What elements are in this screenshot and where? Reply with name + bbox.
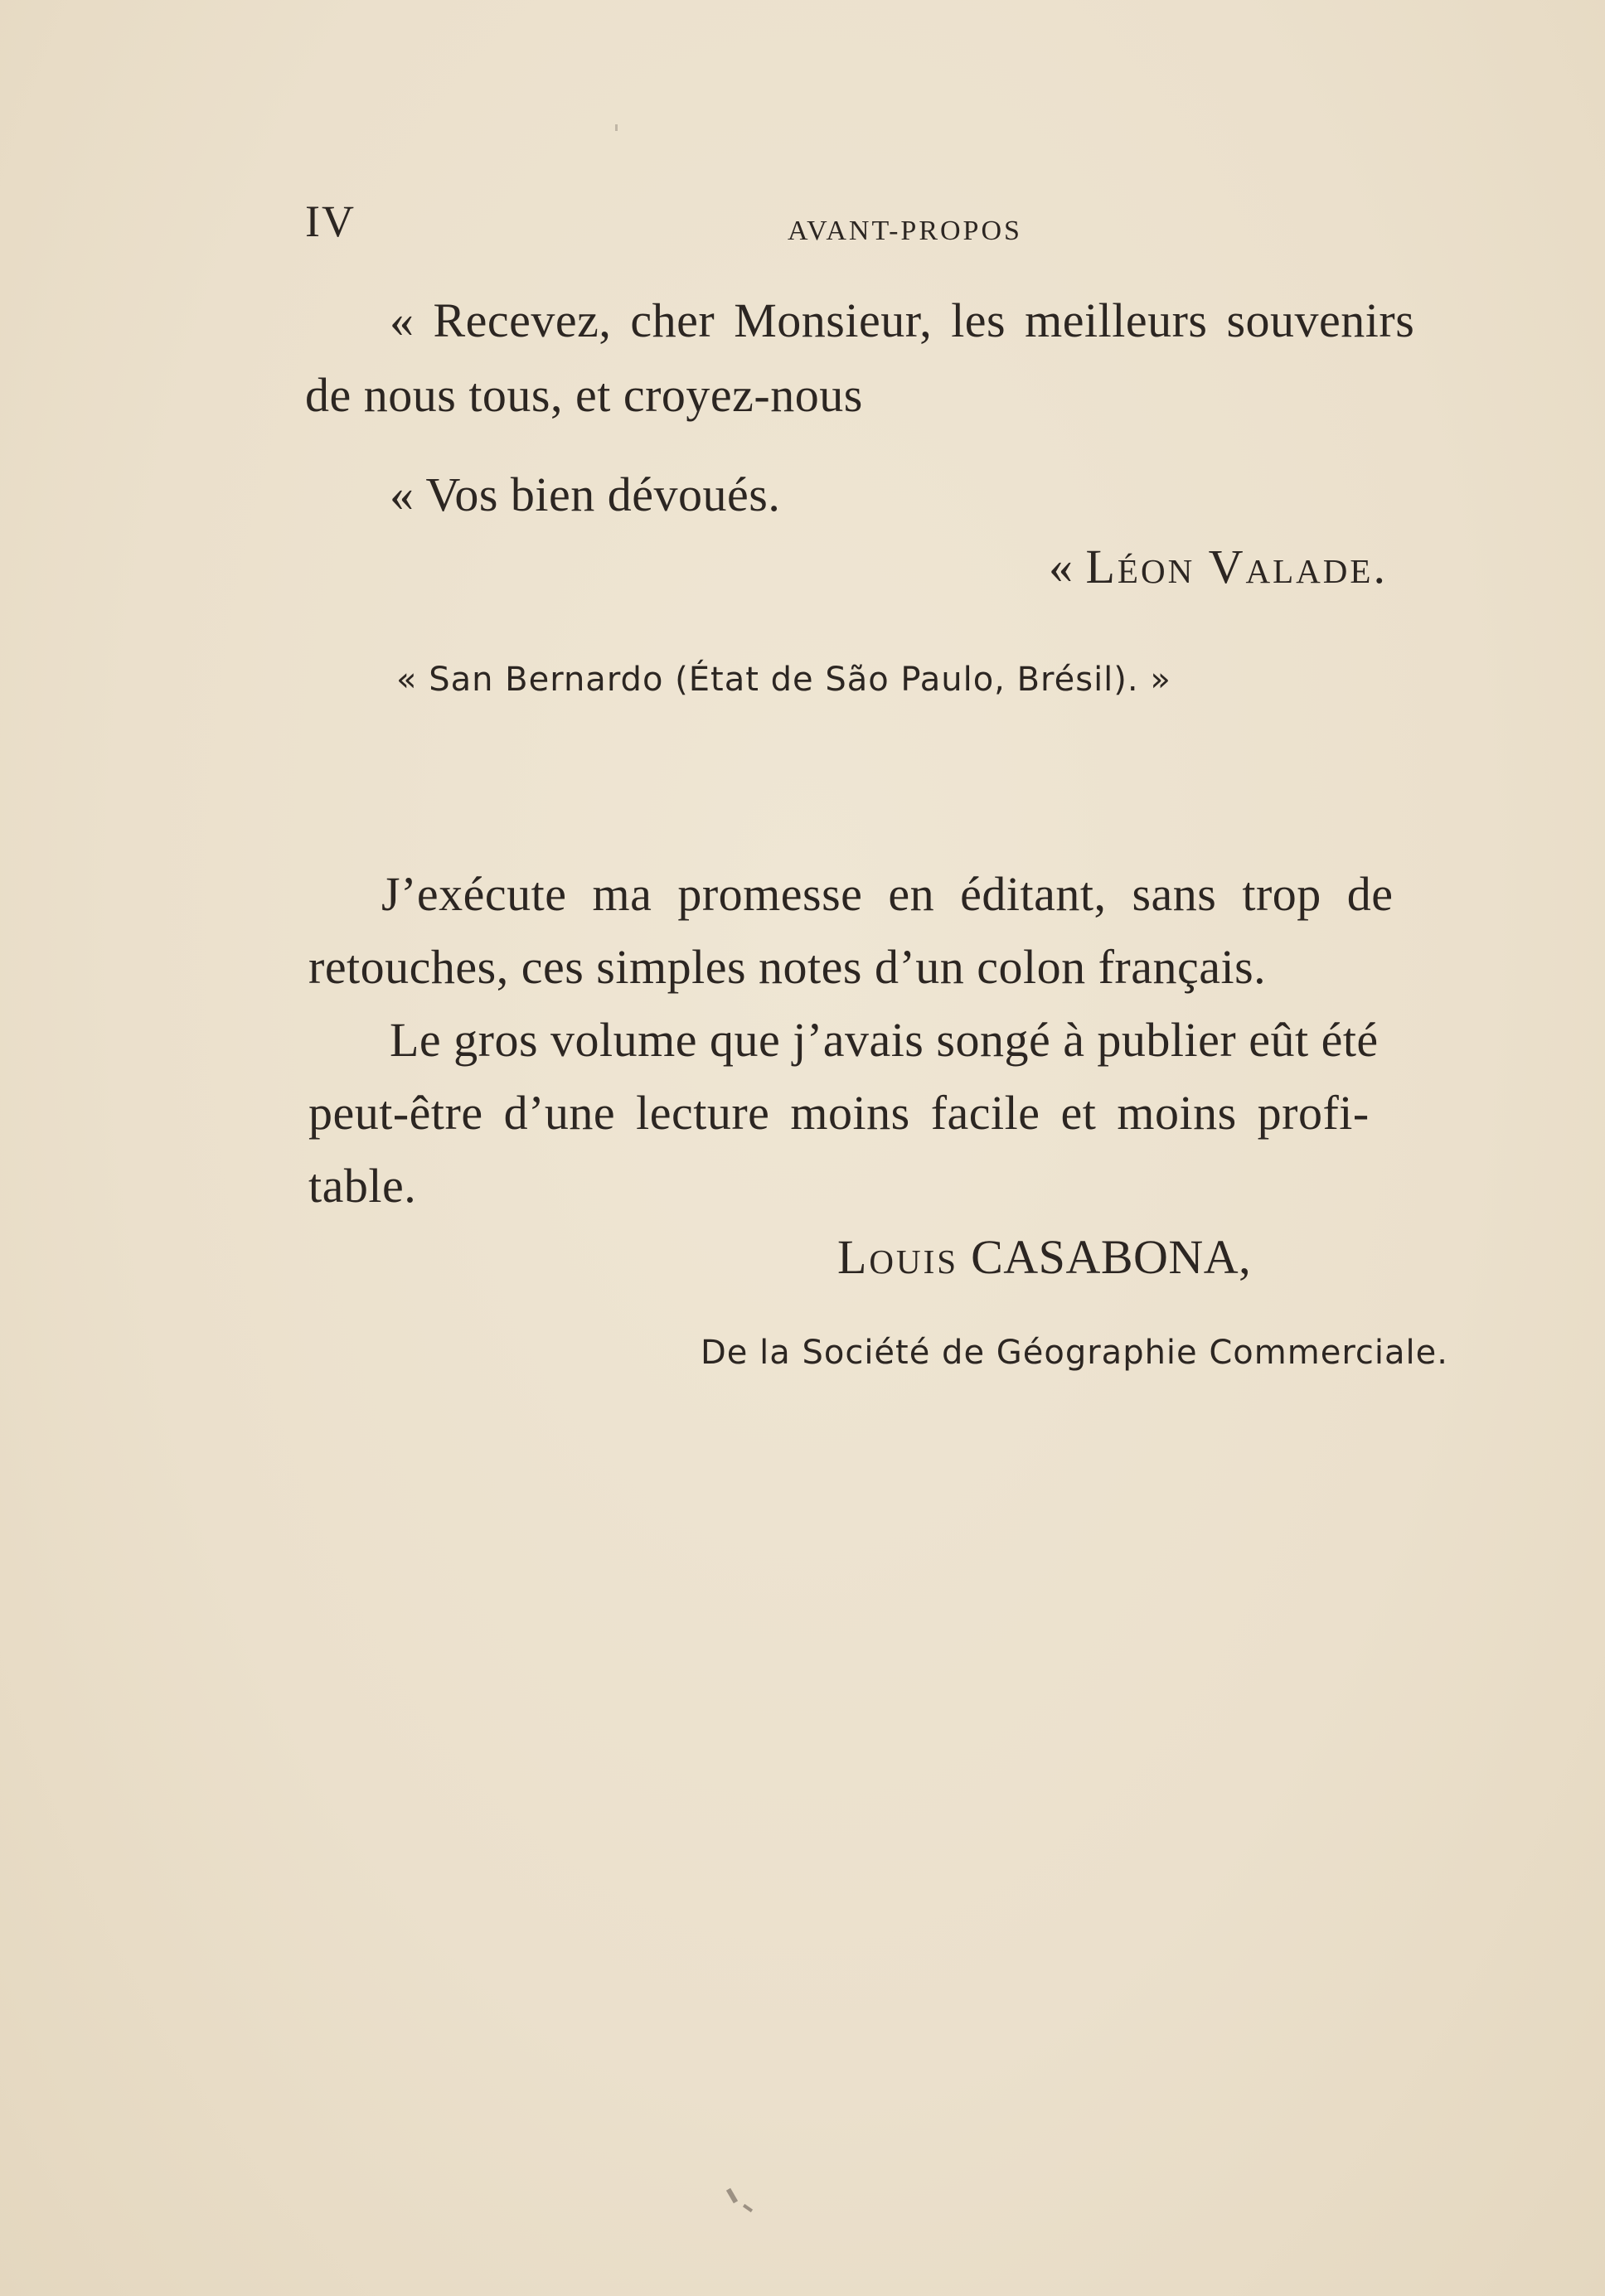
signature-quote: « — [1049, 540, 1086, 593]
paragraph2-line-2: peut-être d’une lecture moins facile et moins profi- — [308, 1086, 1370, 1140]
paper-speck — [743, 2204, 753, 2212]
letter-line-1-text: « Recevez, cher Monsieur, les meilleurs souvenirs — [390, 293, 1415, 347]
paper-speck — [615, 124, 618, 131]
author-last-name: CASABONA, — [971, 1230, 1252, 1284]
page-number: IV — [305, 196, 356, 246]
paragraph1-line-2: retouches, ces simples notes d’un colon français. — [308, 940, 1267, 994]
author-signature — [837, 1230, 1252, 1284]
author-first-name: Louis — [837, 1230, 959, 1284]
letter-line-1 — [390, 293, 1531, 347]
signature-name: Léon Valade. — [1085, 540, 1388, 593]
paragraph2-line-1: Le gros volume que j’avais songé à publier eût été — [390, 1013, 1379, 1067]
letter-line-2: de nous tous, et croyez-nous — [305, 368, 863, 422]
paper-speck — [726, 2188, 738, 2204]
running-title: AVANT-PROPOS — [788, 216, 1022, 246]
author-affiliation: De la Société de Géographie Commerciale. — [701, 1334, 1448, 1372]
paragraph2-line-3: table. — [308, 1159, 417, 1213]
paragraph1-line-1-text: J’exécute ma promesse en éditant, sans trop de — [381, 867, 1394, 921]
letter-place: « San Bernardo (État de São Paulo, Brésil). » — [396, 661, 1171, 699]
letter-signature — [1049, 540, 1388, 593]
paragraph1-line-1 — [381, 867, 1531, 921]
letter-closing: « Vos bien dévoués. — [390, 467, 781, 521]
